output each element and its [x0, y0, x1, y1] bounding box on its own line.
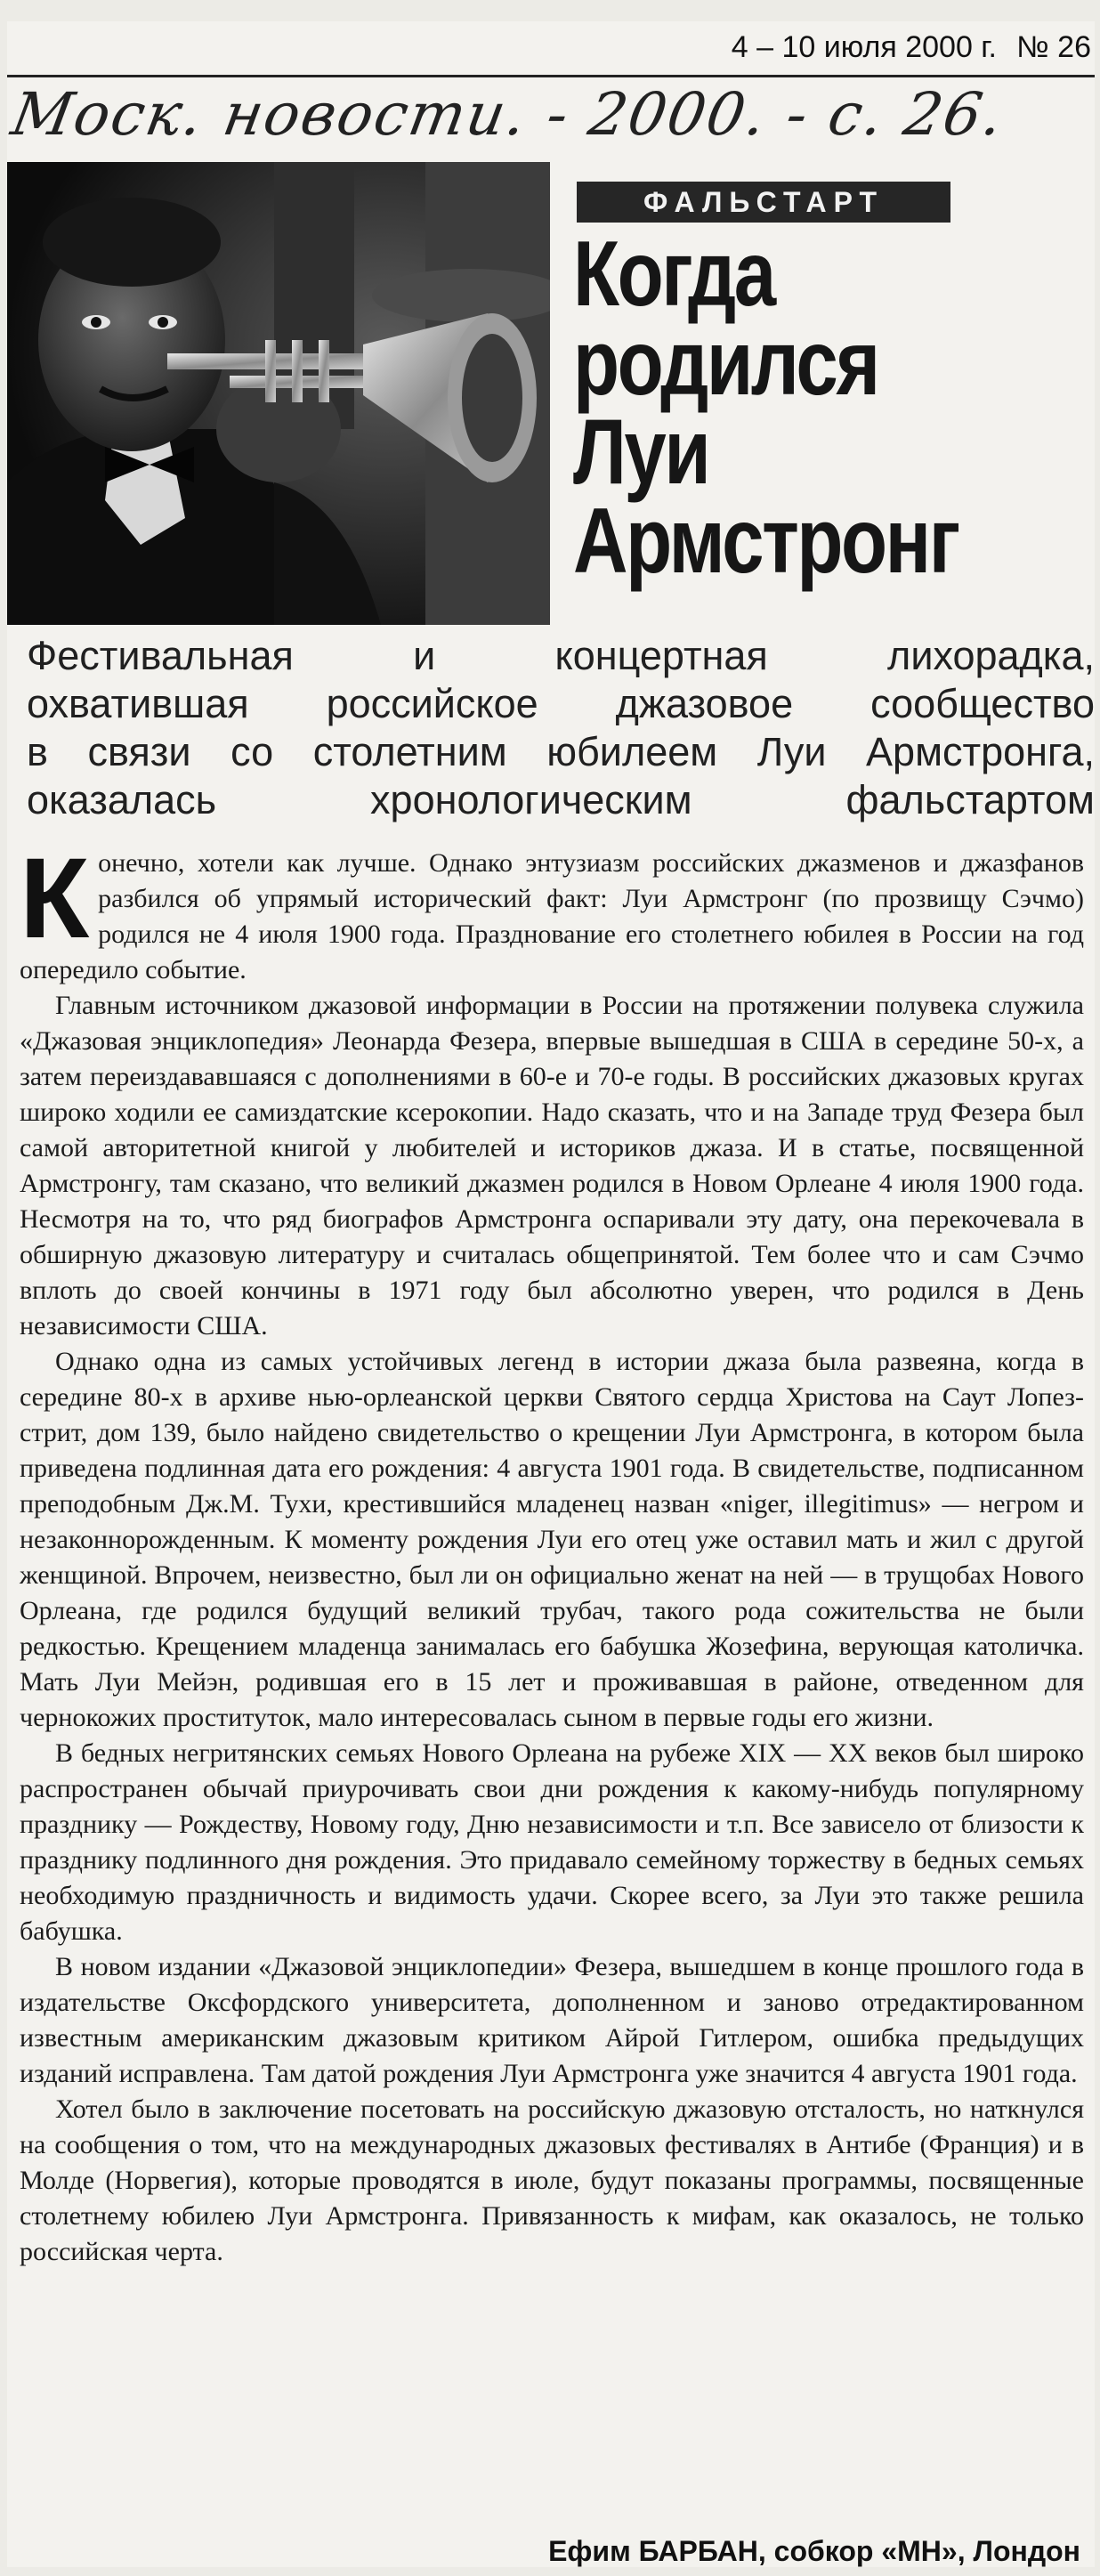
headline: [573, 223, 1004, 593]
rubric-label: ФАЛЬСТАРТ: [577, 182, 950, 223]
handwritten-source-note: Моск. новости. - 2000. - с. 26.: [6, 80, 1010, 149]
headline-line: Луи: [573, 401, 709, 504]
newspaper-page: [7, 21, 1095, 2567]
author-byline: Ефим БАРБАН, собкор «МН», Лондон: [548, 2535, 1080, 2567]
article-paragraph: В новом издании «Джазовой энциклопедии» Фезера, вышедшем в конце прошлого года в издательстве Оксфордского университета, дополненном и заново отредактированном известным американским джазовым критиком Айрой Гитлером, ошибка предыдущих изданий исправлена. Там датой рождения Луи Армстронга уже значится 4 августа 1901 года.: [20, 1952, 1084, 2088]
armstrong-photo: [7, 162, 550, 625]
portrait-photo-icon: [7, 162, 550, 625]
lead-line: охватившая российское джазовое сообщество: [27, 681, 1095, 726]
paragraph-text: онечно, хотели как лучше. Однако энтузиазм российских джазменов и джазфанов разбился об упрямый исторический факт: Луи Армстронг (по прозвищу Сэчмо) родился не 4 июля 1900 года. Празднование его столетнего юбилея в России на год опередило событие.: [20, 848, 1084, 984]
article-paragraph: В бедных негритянских семьях Нового Орлеана на рубеже XIX — XX веков был широко распространен обычай приурочивать свои дни рождения к какому-нибудь популярному празднику — Рождеству, Новому году, Дню независимости и т.п. Все зависело от близости к празднику подлинного дня рождения. Это придавало семейному торжеству в бедных семьях необходимую праздничность и видимость удачи. Скорее всего, за Луи это также решила бабушка.: [20, 1738, 1084, 1946]
masthead: [7, 21, 1095, 77]
article-paragraph: [20, 835, 1084, 988]
drop-cap: К: [20, 835, 90, 962]
article-paragraph: Главным источником джазовой информации в России на протяжении полувека служила «Джазовая энциклопедия» Леонарда Фезера, впервые вышедшая в США в середине 50-х, а затем переиздававшаяся с дополнениями в 60-е и 70-е годы. В российских джазовых кругах широко ходили ее самиздатские ксерокопии. Надо сказать, что и на Западе труд Фезера был самой авторитетной книгой у любителей и историков джаза. И в статье, посвященной Армстронгу, там сказано, что великий джазмен родился в Новом Орлеане 4 июля 1900 года. Несмотря на то, что ряд биографов Армстронга оспаривали эту дату, она перекочевала в обширную джазовую литературу и считалась общепринятой. Тем более что и сам Сэчмо вплоть до своей кончины в 1971 году был абсолютно уверен, что родился в День независимости США.: [20, 991, 1084, 1341]
lead-line: Фестивальная и концертная лихорадка,: [27, 633, 1095, 678]
lead-line: в связи со столетним юбилеем Луи Армстронга,: [27, 729, 1095, 774]
lead-line: оказалась хронологическим фальстартом: [27, 777, 1095, 822]
headline-line: Когда: [573, 223, 774, 326]
lead-paragraph: [27, 632, 1095, 824]
issue-number: № 26: [1016, 30, 1091, 64]
article-body: [20, 835, 1084, 2270]
headline-line: родился: [573, 312, 878, 415]
article-paragraph: Хотел было в заключение посетовать на российскую джазовую отсталость, но наткнулся на сообщения о том, что на международных джазовых фестивалях в Антибе (Франция) и в Молде (Норвегия), которые проводятся в июле, будут показаны программы, посвященные столетнему юбилею Луи Армстронга. Привязанность к мифам, как оказалось, не только российская черта.: [20, 2094, 1084, 2266]
issue-date: 4 – 10 июля 2000 г.: [731, 30, 997, 64]
headline-line: Армстронг: [573, 490, 958, 593]
article-paragraph: Однако одна из самых устойчивых легенд в истории джаза была развеяна, когда в середине 80-х в архиве нью-орлеанской церкви Святого сердца Христова на Саут Лопез-стрит, дом 139, было найдено свидетельство о крещении Луи Армстронга, в котором была приведена подлинная дата его рождения: 4 августа 1901 года. В свидетельстве, подписанном преподобным Дж.М. Тухи, крестившийся младенец назван «niger, illegitimus» — негром и незаконнорожденным. К моменту рождения Луи его отец уже оставил мать и жил с другой женщиной. Впрочем, неизвестно, был ли он официально женат на ней — в трущобах Нового Орлеана, где родился будущий великий трубач, такого рода сожительства не были редкостью. Крещением младенца занималась его бабушка Жозефина, верующая католичка. Мать Луи Мейэн, родившая его в 15 лет и проживавшая в районе, отведенном для чернокожих проституток, мало интересовалась сыном в первые годы его жизни.: [20, 1347, 1084, 1732]
